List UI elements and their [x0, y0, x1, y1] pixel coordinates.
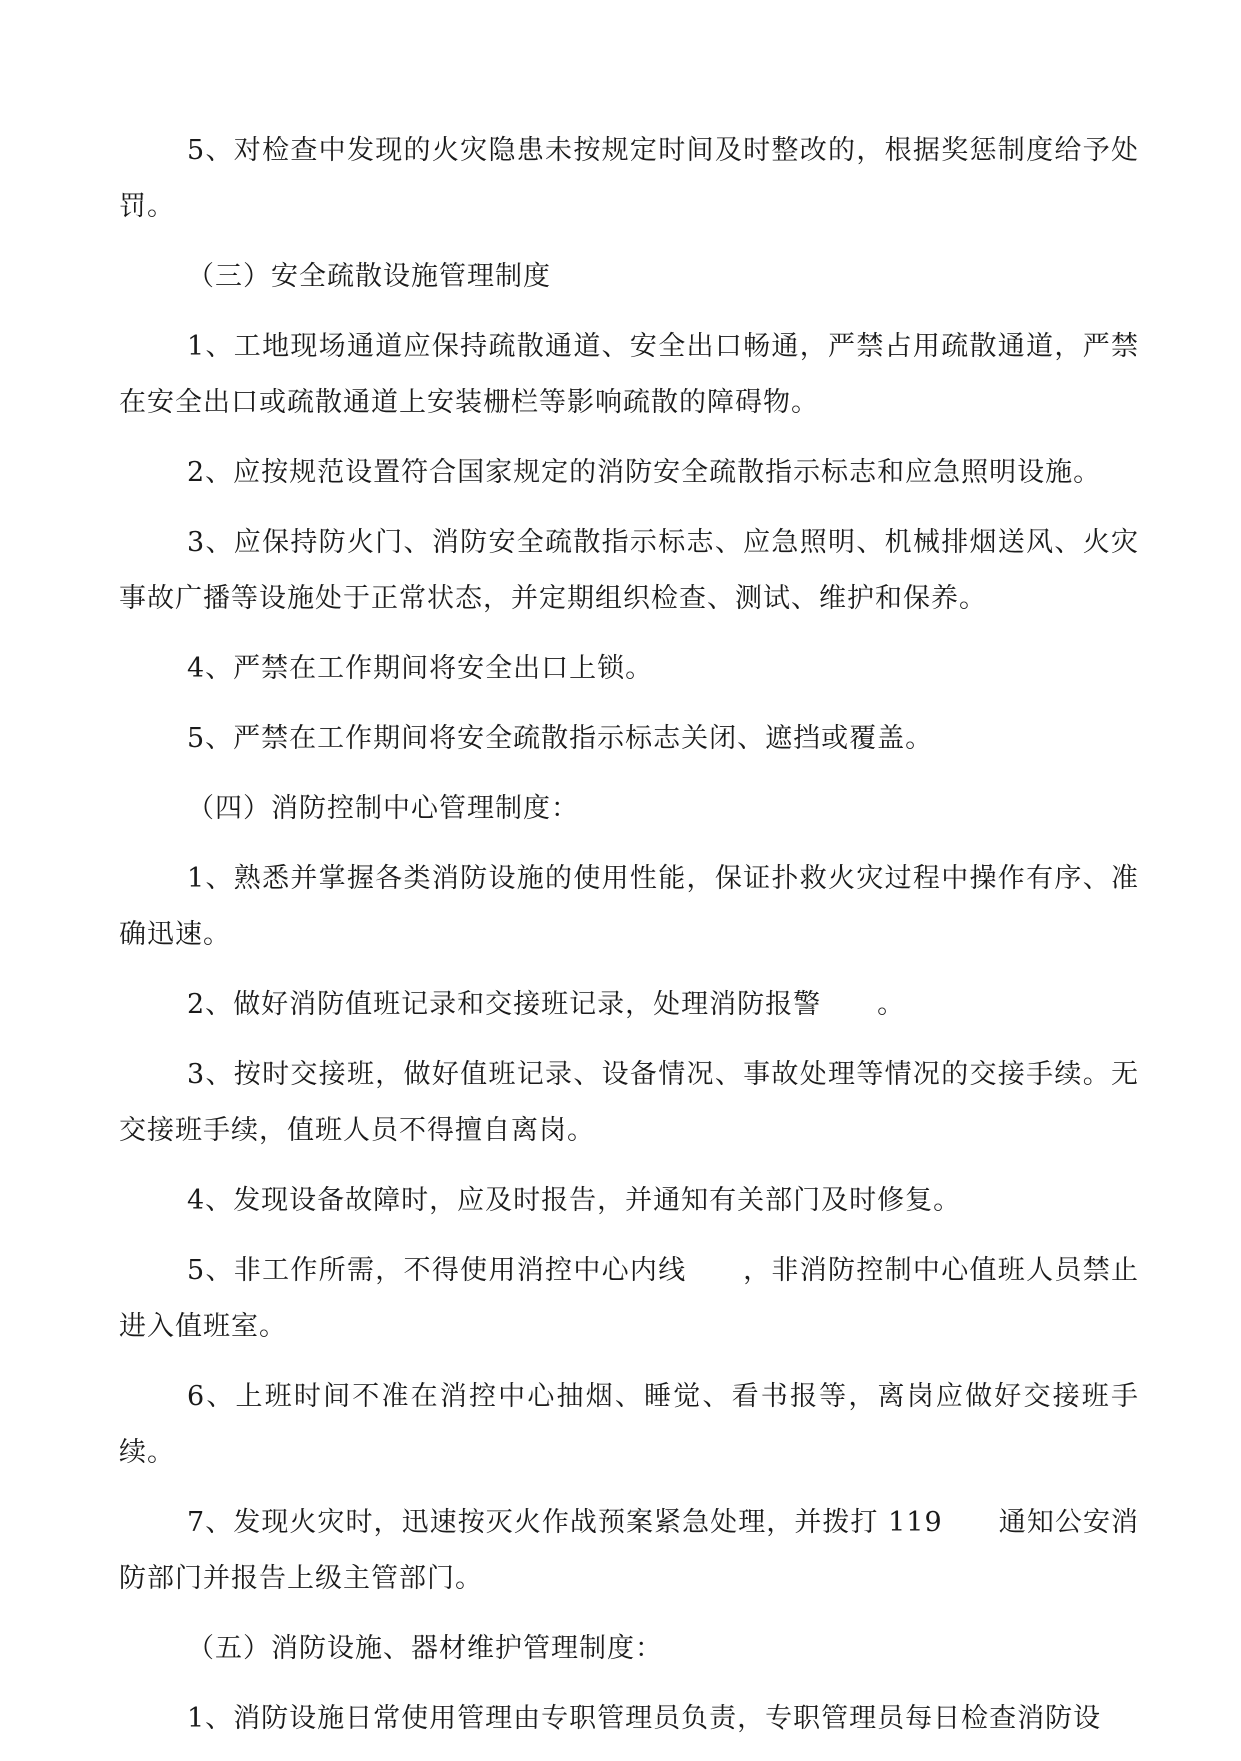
- paragraph-control-item-7: 7、发现火灾时，迅速按灭火作战预案紧急处理，并拨打 119 通知公安消防部门并报告上级主管部门。: [119, 1507, 1139, 1594]
- paragraph-control-item-1: 1、熟悉并掌握各类消防设施的使用性能，保证扑救火灾过程中操作有序、准确迅速。: [119, 863, 1139, 950]
- paragraph-control-item-2: 2、做好消防值班记录和交接班记录，处理消防报警 。: [187, 989, 906, 1020]
- paragraph-penalty-item-5: 5、对检查中发现的火灾隐患未按规定时间及时整改的，根据奖惩制度给予处罚。: [119, 135, 1139, 222]
- paragraph-evacuation-item-4: 4、严禁在工作期间将安全出口上锁。: [187, 653, 654, 684]
- document-body: [119, 123, 1139, 1761]
- paragraph-evacuation-item-5: 5、严禁在工作期间将安全疏散指示标志关闭、遮挡或覆盖。: [187, 723, 934, 754]
- paragraph-evacuation-item-2: 2、应按规范设置符合国家规定的消防安全疏散指示标志和应急照明设施。: [187, 457, 1102, 488]
- section-heading-control-center: （四）消防控制中心管理制度：: [187, 793, 579, 824]
- paragraph-control-item-4: 4、发现设备故障时，应及时报告，并通知有关部门及时修复。: [187, 1185, 962, 1216]
- paragraph-maintenance-item-1: 1、消防设施日常使用管理由专职管理员负责，专职管理员每日检查消防设: [187, 1703, 1102, 1734]
- paragraph-control-item-5: 5、非工作所需，不得使用消控中心内线 ，非消防控制中心值班人员禁止进入值班室。: [119, 1255, 1139, 1342]
- paragraph-control-item-6: 6、上班时间不准在消控中心抽烟、睡觉、看书报等，离岗应做好交接班手续。: [119, 1381, 1139, 1468]
- section-heading-maintenance: （五）消防设施、器材维护管理制度：: [187, 1633, 663, 1664]
- section-heading-evacuation: （三）安全疏散设施管理制度: [187, 261, 551, 292]
- paragraph-evacuation-item-1: 1、工地现场通道应保持疏散通道、安全出口畅通，严禁占用疏散通道，严禁在安全出口或疏散通道上安装栅栏等影响疏散的障碍物。: [119, 331, 1139, 418]
- paragraph-evacuation-item-3: 3、应保持防火门、消防安全疏散指示标志、应急照明、机械排烟送风、火灾事故广播等设施处于正常状态，并定期组织检查、测试、维护和保养。: [119, 527, 1139, 614]
- paragraph-control-item-3: 3、按时交接班，做好值班记录、设备情况、事故处理等情况的交接手续。无交接班手续，值班人员不得擅自离岗。: [119, 1059, 1139, 1146]
